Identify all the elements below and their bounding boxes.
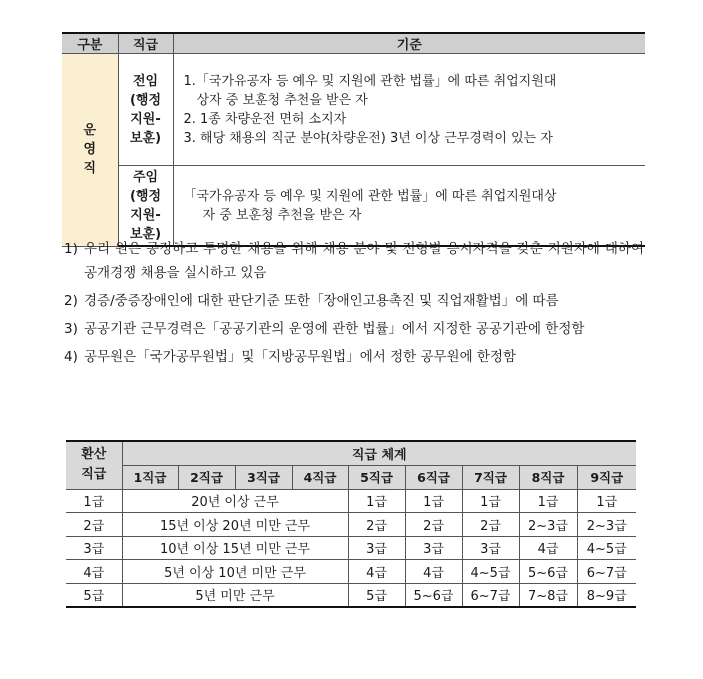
note-item — [64, 345, 644, 369]
grade-cell: 2급 — [348, 513, 405, 537]
grade-cell: 7~8급 — [519, 583, 577, 607]
grade-cell: 5~6급 — [519, 560, 577, 584]
qualification-row — [62, 54, 645, 166]
conversion-row — [66, 536, 636, 560]
grade-cell: 2급 — [405, 513, 462, 537]
grade-cell: 3급 — [462, 536, 519, 560]
grade-line: 전임 — [132, 73, 159, 89]
criteria-line: 1.「국가유공자 등 예우 및 지원에 관한 법률」에 따른 취업지원대 — [183, 73, 557, 89]
grade-cell: 1급 — [405, 489, 462, 513]
conversion-row — [66, 560, 636, 584]
grade-header: 4직급 — [292, 465, 348, 489]
experience-cell: 20년 이상 근무 — [122, 489, 348, 513]
experience-cell: 15년 이상 20년 미만 근무 — [122, 513, 348, 537]
note-number: 2) — [64, 293, 78, 309]
grade-header: 3직급 — [235, 465, 292, 489]
note-text: 공무원은「국가공무원법」및「지방공무원법」에서 정한 공무원에 한정함 — [84, 349, 517, 365]
grade-cell: 5~6급 — [405, 583, 462, 607]
grade-cell: 2급 — [462, 513, 519, 537]
grade-line: (행정 — [129, 188, 162, 204]
grade-cell — [118, 54, 173, 166]
grade-line: 보훈) — [129, 226, 162, 242]
grade-header: 5직급 — [348, 465, 405, 489]
corner-header — [66, 441, 122, 489]
criteria-line: 2. 1종 차량운전 면허 소지자 — [183, 111, 347, 127]
note-number: 1) — [64, 241, 78, 257]
category-cell — [62, 54, 118, 247]
row-label: 5급 — [66, 583, 122, 607]
grade-cell: 2~3급 — [519, 513, 577, 537]
conversion-row — [66, 583, 636, 607]
header-category: 구분 — [62, 33, 118, 54]
grade-header: 6직급 — [405, 465, 462, 489]
grade-cell: 3급 — [405, 536, 462, 560]
row-label: 1급 — [66, 489, 122, 513]
note-item — [64, 289, 644, 313]
note-text: 공공기관 근무경력은「공공기관의 운영에 관한 법률」에서 지정한 공공기관에 한정함 — [84, 321, 585, 337]
grade-header: 1직급 — [122, 465, 178, 489]
grade-cell: 4~5급 — [577, 536, 636, 560]
notes-list — [64, 237, 644, 373]
grade-cell: 1급 — [519, 489, 577, 513]
grade-header: 2직급 — [178, 465, 235, 489]
category-label: 운 영 직 — [83, 123, 97, 177]
corner-line: 환산 — [81, 447, 107, 463]
criteria-line: 3. 해당 채용의 직군 분야(차량운전) 3년 이상 근무경력이 있는 자 — [183, 130, 553, 146]
header-grade: 직급 — [118, 33, 173, 54]
grade-line: (행정 — [129, 92, 162, 108]
grade-line: 보훈) — [129, 130, 162, 146]
experience-cell: 10년 이상 15년 미만 근무 — [122, 536, 348, 560]
grade-header: 8직급 — [519, 465, 577, 489]
grade-cell: 4~5급 — [462, 560, 519, 584]
row-label: 3급 — [66, 536, 122, 560]
criteria-line: 자 중 보훈청 추천을 받은 자 — [202, 207, 362, 223]
qualification-table — [62, 32, 645, 247]
grade-cell: 5급 — [348, 583, 405, 607]
criteria-cell — [173, 166, 645, 247]
grade-cell: 1급 — [577, 489, 636, 513]
corner-line: 직급 — [81, 467, 107, 483]
grade-header-row — [66, 465, 636, 489]
grade-line: 지원- — [130, 207, 161, 223]
experience-cell: 5년 이상 10년 미만 근무 — [122, 560, 348, 584]
qualification-row — [62, 166, 645, 247]
grade-cell: 3급 — [348, 536, 405, 560]
grade-cell: 4급 — [405, 560, 462, 584]
note-number: 3) — [64, 321, 78, 337]
criteria-line: 상자 중 보훈청 추천을 받은 자 — [196, 92, 368, 108]
row-label: 2급 — [66, 513, 122, 537]
experience-cell: 5년 미만 근무 — [122, 583, 348, 607]
grade-cell: 1급 — [348, 489, 405, 513]
grade-line: 지원- — [130, 111, 161, 127]
conversion-row — [66, 489, 636, 513]
grade-header: 9직급 — [577, 465, 636, 489]
note-number: 4) — [64, 349, 78, 365]
criteria-line: 「국가유공자 등 예우 및 지원에 관한 법률」에 따른 취업지원대상 — [183, 188, 557, 204]
grade-header: 7직급 — [462, 465, 519, 489]
group-header: 직급 체계 — [122, 441, 636, 465]
note-item — [64, 317, 644, 341]
grade-cell: 1급 — [462, 489, 519, 513]
grade-cell: 6~7급 — [462, 583, 519, 607]
grade-cell: 4급 — [519, 536, 577, 560]
qualification-header-row — [62, 33, 645, 54]
grade-cell: 6~7급 — [577, 560, 636, 584]
criteria-cell — [173, 54, 645, 166]
conversion-header-row — [66, 441, 636, 465]
grade-cell: 4급 — [348, 560, 405, 584]
header-criteria: 기준 — [173, 33, 645, 54]
grade-cell: 8~9급 — [577, 583, 636, 607]
note-item — [64, 237, 644, 285]
grade-conversion-table — [66, 440, 636, 608]
grade-cell: 2~3급 — [577, 513, 636, 537]
grade-line: 주임 — [132, 169, 159, 185]
note-text: 경증/중증장애인에 대한 판단기준 또한「장애인고용촉진 및 직업재활법」에 따름 — [84, 293, 559, 309]
note-text: 우리 원은 공정하고 투명한 채용을 위해 채용 분야 및 전형별 응시자격을 갖춘 지원자에 대하여 공개경쟁 채용을 실시하고 있음 — [84, 241, 644, 281]
conversion-row — [66, 513, 636, 537]
row-label: 4급 — [66, 560, 122, 584]
grade-cell — [118, 166, 173, 247]
